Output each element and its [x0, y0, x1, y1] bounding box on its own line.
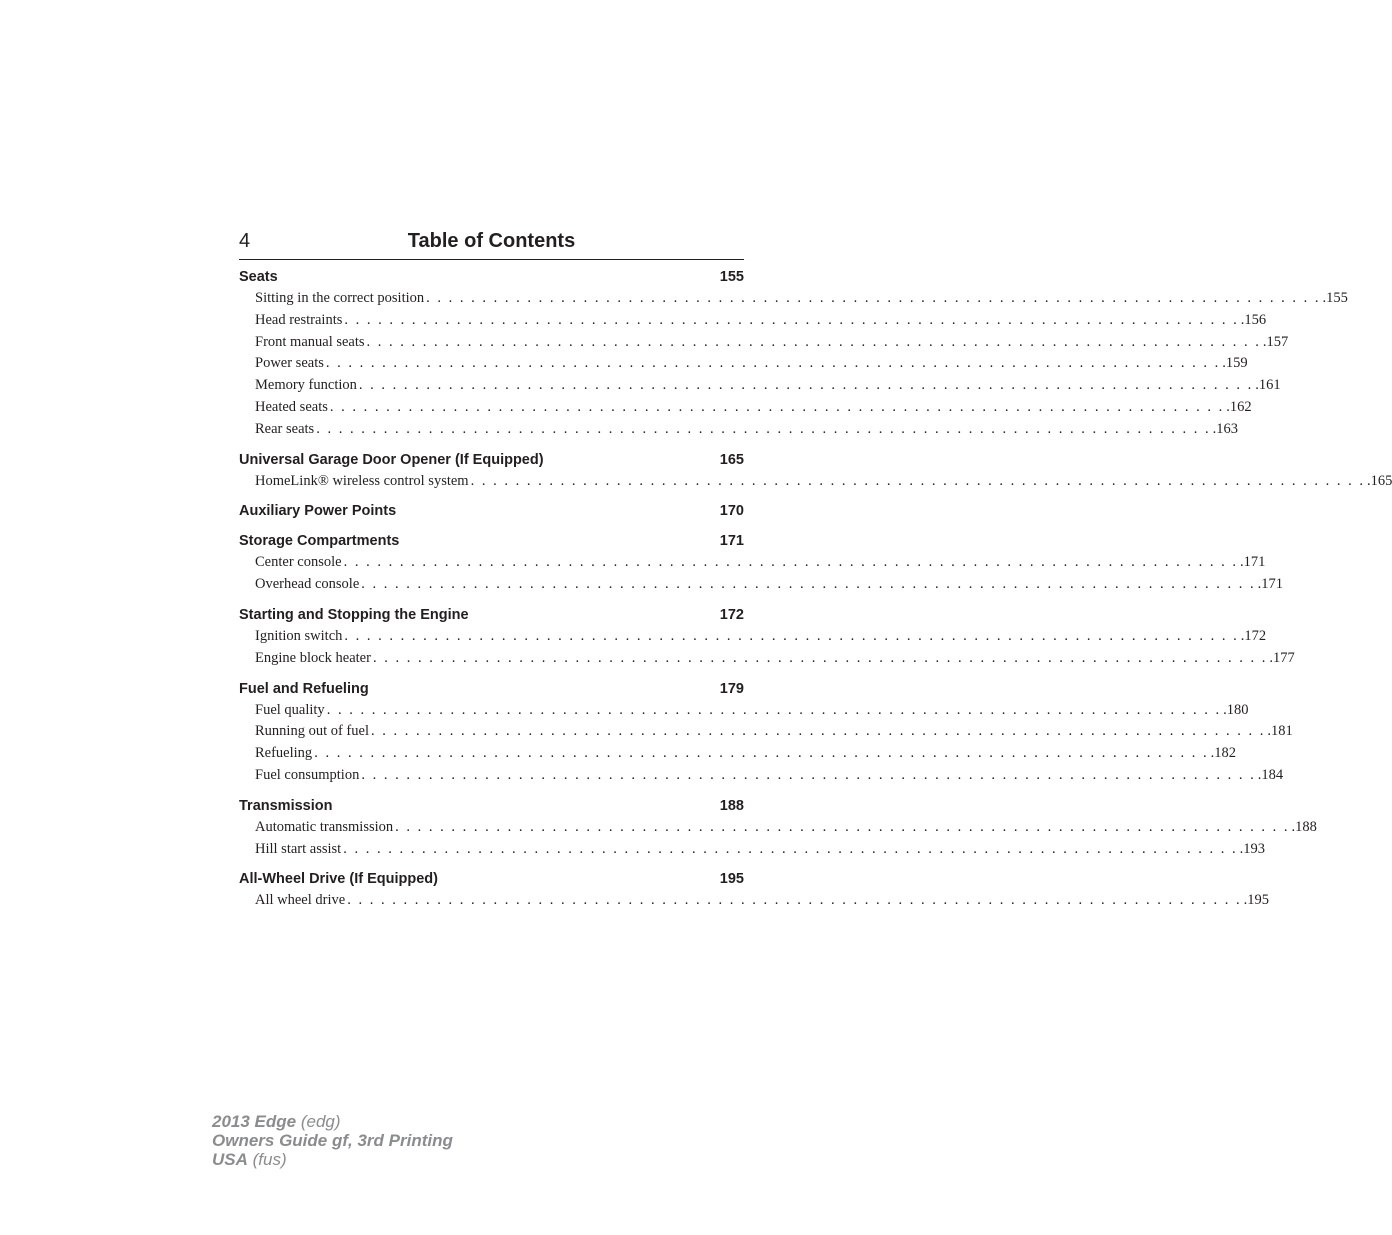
- toc-entry-label: Running out of fuel: [255, 723, 369, 740]
- toc-entry-page: .157: [1262, 333, 1289, 350]
- toc-entry-page: .171: [1257, 576, 1284, 593]
- toc-entry[interactable]: [239, 700, 1249, 722]
- dot-leader: . . . . . . . . . . . . . . . . . . . . . . . . . . . . . . . . . . . . . . . . . . . . . . . . . . . . . . . . . . . . . . . . . . . . . . . . . . . . . . . .: [426, 290, 1321, 306]
- toc-entry-label: Engine block heater: [255, 649, 371, 666]
- toc-section-page: 172: [719, 606, 744, 623]
- toc-section: [239, 530, 1284, 596]
- toc-section: [239, 449, 1392, 493]
- toc-section-title: Universal Garage Door Opener (If Equipped): [239, 451, 544, 468]
- toc-entry[interactable]: [239, 648, 1295, 670]
- toc-entry[interactable]: [239, 817, 1317, 839]
- toc-entry-page: .184: [1257, 766, 1284, 783]
- toc-entry-label: HomeLink® wireless control system: [255, 472, 469, 489]
- toc-section-heading[interactable]: [239, 868, 744, 890]
- toc-entry-page: .193: [1239, 840, 1265, 857]
- toc-entry-page: .188: [1291, 818, 1317, 835]
- toc-entry[interactable]: [239, 839, 1265, 861]
- toc-entry-label: All wheel drive: [255, 892, 346, 909]
- toc-entry-label: Heated seats: [255, 398, 328, 415]
- toc-entry-page: .161: [1255, 377, 1281, 394]
- toc-entry-page: .165: [1366, 472, 1392, 489]
- toc-entry[interactable]: [239, 574, 1284, 596]
- dot-leader: . . . . . . . . . . . . . . . . . . . . . . . . . . . . . . . . . . . . . . . . . . . . . . . . . . . . . . . . . . . . . . . . . . . . . . . . . . . . . . . .: [361, 766, 1256, 783]
- toc-entry-label: Fuel quality: [255, 701, 325, 718]
- toc-entry-label: Overhead console: [255, 576, 360, 593]
- toc-section: [239, 868, 1269, 912]
- toc-entry[interactable]: [239, 552, 1266, 574]
- toc-section-heading[interactable]: [239, 449, 744, 471]
- toc-entry-label: Hill start assist: [255, 840, 342, 857]
- toc-entry-label: Rear seats: [255, 420, 315, 437]
- page-title: Table of Contents: [407, 230, 576, 252]
- toc-entry[interactable]: [239, 626, 1267, 648]
- dot-leader: . . . . . . . . . . . . . . . . . . . . . . . . . . . . . . . . . . . . . . . . . . . . . . . . . . . . . . . . . . . . . . . . . . . . . . . . . . . . . . . .: [370, 723, 1266, 740]
- dot-leader: . . . . . . . . . . . . . . . . . . . . . . . . . . . . . . . . . . . . . . . . . . . . . . . . . . . . . . . . . . . . . . . . . . . . . . . . . . . . . . . .: [314, 745, 1209, 762]
- toc-entry[interactable]: [239, 743, 1236, 765]
- toc-section-page: 179: [719, 680, 744, 697]
- toc-entry-page: .180: [1223, 701, 1249, 718]
- toc-entry[interactable]: [239, 375, 1281, 397]
- toc-entry[interactable]: [239, 310, 1267, 332]
- dot-leader: . . . . . . . . . . . . . . . . . . . . . . . . . . . . . . . . . . . . . . . . . . . . . . . . . . . . . . . . . . . . . . . . . . . . . . . . . . . . . . . .: [358, 377, 1254, 394]
- toc-section: [239, 604, 1295, 670]
- toc-section: [239, 795, 1317, 861]
- toc-entry-page: .155: [1322, 290, 1348, 306]
- dot-leader: . . . . . . . . . . . . . . . . . . . . . . . . . . . . . . . . . . . . . . . . . . . . . . . . . . . . . . . . . . . . . . . . . . . . . . . . . . . . . . . .: [372, 649, 1268, 666]
- toc-section-title: Auxiliary Power Points: [239, 503, 397, 520]
- footer-line-1: [212, 1112, 453, 1131]
- toc-entry[interactable]: [239, 471, 1392, 493]
- dot-leader: . . . . . . . . . . . . . . . . . . . . . . . . . . . . . . . . . . . . . . . . . . . . . . . . . . . . . . . . . . . . . . . . . . . . . . . . . . . . . . . .: [344, 627, 1239, 644]
- toc-entry-label: Sitting in the correct position: [255, 290, 425, 306]
- page-number: 4: [239, 230, 251, 252]
- toc-section-heading[interactable]: [239, 530, 744, 552]
- dot-leader: . . . . . . . . . . . . . . . . . . . . . . . . . . . . . . . . . . . . . . . . . . . . . . . . . . . . . . . . . . . . . . . . . . . . . . . . . . . . . . . .: [361, 576, 1256, 593]
- toc-section-title: Storage Compartments: [239, 533, 400, 550]
- footer-model-code: (edg): [300, 1112, 341, 1131]
- toc-entry-label: Ignition switch: [255, 627, 343, 644]
- toc-section-heading[interactable]: [239, 500, 744, 522]
- footer-model: 2013 Edge: [212, 1112, 297, 1131]
- toc-entry[interactable]: [239, 288, 1348, 310]
- toc-section: [239, 500, 744, 522]
- toc-section-page: 165: [719, 451, 744, 468]
- toc-entry-page: .182: [1210, 745, 1236, 762]
- toc-section-title: Fuel and Refueling: [239, 680, 369, 697]
- footer: [212, 1112, 453, 1169]
- dot-leader: . . . . . . . . . . . . . . . . . . . . . . . . . . . . . . . . . . . . . . . . . . . . . . . . . . . . . . . . . . . . . . . . . . . . . . . . . . . . . . . .: [347, 892, 1242, 909]
- toc-entry[interactable]: [239, 353, 1248, 375]
- toc-entry-page: .177: [1269, 649, 1295, 666]
- toc-section-heading[interactable]: [239, 678, 744, 700]
- toc-section-title: Seats: [239, 269, 278, 285]
- page-header: [239, 229, 744, 260]
- table-of-contents: [239, 266, 1392, 920]
- toc-entry[interactable]: [239, 332, 1289, 354]
- toc-section: [239, 266, 1348, 441]
- toc-section-page: 195: [719, 871, 744, 888]
- toc-entry-page: .159: [1222, 355, 1248, 372]
- toc-section-heading[interactable]: [239, 266, 744, 288]
- toc-entry-label: Front manual seats: [255, 333, 365, 350]
- dot-leader: . . . . . . . . . . . . . . . . . . . . . . . . . . . . . . . . . . . . . . . . . . . . . . . . . . . . . . . . . . . . . . . . . . . . . . . . . . . . . . . .: [326, 701, 1222, 718]
- toc-section-page: 188: [719, 797, 744, 814]
- toc-entry-label: Center console: [255, 554, 342, 571]
- toc-entry[interactable]: [239, 765, 1284, 787]
- toc-section-page: 155: [719, 269, 744, 285]
- toc-entry-label: Power seats: [255, 355, 324, 372]
- toc-entry-page: .171: [1239, 554, 1266, 571]
- dot-leader: . . . . . . . . . . . . . . . . . . . . . . . . . . . . . . . . . . . . . . . . . . . . . . . . . . . . . . . . . . . . . . . . . . . . . . . . . . . . . . . .: [325, 355, 1221, 372]
- dot-leader: . . . . . . . . . . . . . . . . . . . . . . . . . . . . . . . . . . . . . . . . . . . . . . . . . . . . . . . . . . . . . . . . . . . . . . . . . . . . . . . .: [470, 472, 1365, 489]
- footer-market-code: (fus): [252, 1150, 287, 1169]
- footer-market: USA: [212, 1150, 248, 1169]
- toc-entry[interactable]: [239, 419, 1238, 441]
- toc-entry-page: .172: [1240, 627, 1267, 644]
- toc-section-page: 171: [719, 533, 744, 550]
- toc-entry-page: .162: [1226, 398, 1252, 415]
- toc-entry-label: Refueling: [255, 745, 313, 762]
- toc-entry-label: Memory function: [255, 377, 357, 394]
- footer-guide: Owners Guide gf, 3rd Printing: [212, 1131, 453, 1150]
- toc-entry[interactable]: [239, 721, 1293, 743]
- dot-leader: . . . . . . . . . . . . . . . . . . . . . . . . . . . . . . . . . . . . . . . . . . . . . . . . . . . . . . . . . . . . . . . . . . . . . . . . . . . . . . . .: [343, 554, 1238, 571]
- toc-section-title: Starting and Stopping the Engine: [239, 606, 469, 623]
- toc-entry-page: .181: [1267, 723, 1293, 740]
- toc-entry-page: .195: [1243, 892, 1269, 909]
- dot-leader: . . . . . . . . . . . . . . . . . . . . . . . . . . . . . . . . . . . . . . . . . . . . . . . . . . . . . . . . . . . . . . . . . . . . . . . . . . . . . . . .: [343, 840, 1238, 857]
- toc-entry-label: Head restraints: [255, 311, 343, 328]
- toc-entry[interactable]: [239, 397, 1252, 419]
- dot-leader: . . . . . . . . . . . . . . . . . . . . . . . . . . . . . . . . . . . . . . . . . . . . . . . . . . . . . . . . . . . . . . . . . . . . . . . . . . . . . . . .: [344, 311, 1239, 328]
- toc-section: [239, 678, 1293, 787]
- dot-leader: . . . . . . . . . . . . . . . . . . . . . . . . . . . . . . . . . . . . . . . . . . . . . . . . . . . . . . . . . . . . . . . . . . . . . . . . . . . . . . . .: [366, 333, 1261, 350]
- toc-entry-page: .156: [1240, 311, 1267, 328]
- toc-section-title: Transmission: [239, 797, 333, 814]
- dot-leader: . . . . . . . . . . . . . . . . . . . . . . . . . . . . . . . . . . . . . . . . . . . . . . . . . . . . . . . . . . . . . . . . . . . . . . . . . . . . . . . .: [316, 420, 1211, 437]
- toc-entry-page: .163: [1212, 420, 1238, 437]
- footer-line-3: [212, 1150, 453, 1169]
- footer-line-2: [212, 1131, 453, 1150]
- dot-leader: . . . . . . . . . . . . . . . . . . . . . . . . . . . . . . . . . . . . . . . . . . . . . . . . . . . . . . . . . . . . . . . . . . . . . . . . . . . . . . . .: [329, 398, 1225, 415]
- toc-section-heading[interactable]: [239, 604, 744, 626]
- toc-entry-label: Fuel consumption: [255, 766, 360, 783]
- toc-entry-label: Automatic transmission: [255, 818, 394, 835]
- toc-section-title: All-Wheel Drive (If Equipped): [239, 871, 438, 888]
- toc-section-heading[interactable]: [239, 795, 744, 817]
- toc-section-page: 170: [719, 503, 744, 520]
- dot-leader: . . . . . . . . . . . . . . . . . . . . . . . . . . . . . . . . . . . . . . . . . . . . . . . . . . . . . . . . . . . . . . . . . . . . . . . . . . . . . . . .: [395, 818, 1290, 835]
- toc-entry[interactable]: [239, 890, 1269, 912]
